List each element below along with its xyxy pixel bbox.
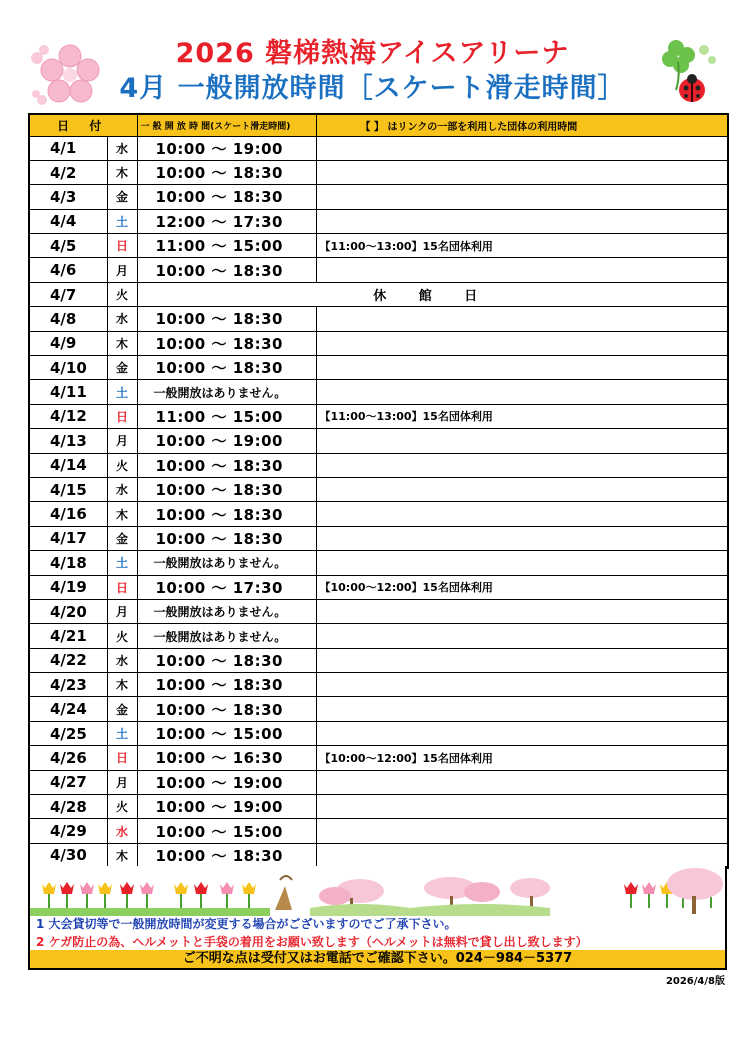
table-row	[29, 526, 728, 550]
cell-group-note	[316, 477, 728, 501]
cell-weekday: 金	[107, 356, 137, 380]
table-row	[29, 795, 728, 819]
table-row	[29, 282, 728, 306]
cell-date: 4/9	[29, 331, 107, 355]
cell-open-hours: 10:00 ～ 18:30	[137, 160, 316, 184]
cell-weekday: 金	[107, 526, 137, 550]
title-facility: 2026 磐梯熱海アイスアリーナ	[175, 38, 570, 69]
cell-date: 4/22	[29, 648, 107, 672]
cell-group-note: 【10:00～12:00】15名団体利用	[316, 575, 728, 599]
cell-date: 4/16	[29, 502, 107, 526]
cell-date: 4/30	[29, 843, 107, 867]
table-row	[29, 770, 728, 794]
cell-weekday: 水	[107, 136, 137, 160]
table-row	[29, 234, 728, 258]
cell-weekday: 土	[107, 209, 137, 233]
cell-date: 4/29	[29, 819, 107, 843]
schedule-table	[28, 113, 729, 869]
cell-date: 4/13	[29, 429, 107, 453]
table-row	[29, 429, 728, 453]
cell-date: 4/10	[29, 356, 107, 380]
cell-open-hours: 10:00 ～ 19:00	[137, 136, 316, 160]
cell-open-hours: 10:00 ～ 18:30	[137, 843, 316, 867]
cell-date: 4/17	[29, 526, 107, 550]
cell-open-hours: 10:00 ～ 19:00	[137, 770, 316, 794]
cell-date: 4/8	[29, 307, 107, 331]
cell-weekday: 火	[107, 282, 137, 306]
cell-open-hours: 一般開放はありません。	[137, 624, 316, 648]
cell-date: 4/12	[29, 404, 107, 428]
cell-group-note	[316, 526, 728, 550]
column-header-note: 【 】 はリンクの一部を利用した団体の利用時間	[316, 114, 728, 136]
cell-open-hours: 10:00 ～ 18:30	[137, 356, 316, 380]
cell-weekday: 木	[107, 160, 137, 184]
cell-weekday: 木	[107, 843, 137, 867]
cell-open-hours: 11:00 ～ 15:00	[137, 234, 316, 258]
cell-open-hours: 10:00 ～ 18:30	[137, 307, 316, 331]
cell-weekday: 金	[107, 697, 137, 721]
cell-open-hours: 10:00 ～ 15:00	[137, 819, 316, 843]
table-row	[29, 673, 728, 697]
cell-open-hours: 10:00 ～ 18:30	[137, 453, 316, 477]
cell-date: 4/5	[29, 234, 107, 258]
notice-schedule-change: 1 大会貸切等で一般開放時間が変更する場合がございますのでご了承下さい。	[36, 917, 457, 931]
version-label: 2026/4/8版	[665, 976, 725, 987]
cell-weekday: 日	[107, 746, 137, 770]
cell-group-note	[316, 307, 728, 331]
cell-weekday: 金	[107, 185, 137, 209]
cherry-tree-icon	[275, 868, 723, 916]
cell-date: 4/11	[29, 380, 107, 404]
cell-weekday: 土	[107, 551, 137, 575]
cell-weekday: 火	[107, 453, 137, 477]
cell-group-note: 【10:00～12:00】15名団体利用	[316, 746, 728, 770]
cell-open-hours: 10:00 ～ 18:30	[137, 648, 316, 672]
cell-group-note: 【11:00～13:00】15名団体利用	[316, 404, 728, 428]
table-row	[29, 356, 728, 380]
footer-panel	[28, 866, 727, 970]
cell-group-note	[316, 599, 728, 623]
cell-date: 4/4	[29, 209, 107, 233]
table-row	[29, 502, 728, 526]
table-row	[29, 307, 728, 331]
cell-group-note	[316, 209, 728, 233]
cell-group-note	[316, 770, 728, 794]
table-row	[29, 136, 728, 160]
cell-group-note	[316, 160, 728, 184]
contact-bar: ご不明な点は受付又はお電話でご確認下さい。024－984－5377	[30, 950, 725, 968]
cell-weekday: 月	[107, 770, 137, 794]
table-row	[29, 624, 728, 648]
cell-open-hours: 10:00 ～ 17:30	[137, 575, 316, 599]
cell-date: 4/1	[29, 136, 107, 160]
cell-group-note	[316, 331, 728, 355]
cell-open-hours: 11:00 ～ 15:00	[137, 404, 316, 428]
table-row	[29, 404, 728, 428]
cell-group-note	[316, 551, 728, 575]
cell-group-note	[316, 356, 728, 380]
cell-open-hours: 10:00 ～ 18:30	[137, 185, 316, 209]
cell-open-hours: 一般開放はありません。	[137, 599, 316, 623]
table-row	[29, 258, 728, 282]
table-header	[29, 114, 728, 136]
cell-weekday: 水	[107, 648, 137, 672]
cell-weekday: 月	[107, 258, 137, 282]
cell-weekday: 日	[107, 234, 137, 258]
cell-date: 4/24	[29, 697, 107, 721]
cell-open-hours: 10:00 ～ 18:30	[137, 258, 316, 282]
cell-weekday: 火	[107, 795, 137, 819]
tulip-icon	[30, 866, 725, 916]
table-row	[29, 453, 728, 477]
cell-open-hours: 10:00 ～ 18:30	[137, 502, 316, 526]
cell-weekday: 木	[107, 502, 137, 526]
cell-date: 4/27	[29, 770, 107, 794]
cell-date: 4/28	[29, 795, 107, 819]
cell-date: 4/7	[29, 282, 107, 306]
table-row	[29, 648, 728, 672]
cell-group-note	[316, 648, 728, 672]
cell-open-hours: 10:00 ～ 15:00	[137, 721, 316, 745]
cell-weekday: 土	[107, 380, 137, 404]
table-row	[29, 380, 728, 404]
cell-weekday: 水	[107, 819, 137, 843]
cell-open-hours: 10:00 ～ 18:30	[137, 697, 316, 721]
table-row	[29, 160, 728, 184]
cell-weekday: 水	[107, 477, 137, 501]
cell-group-note	[316, 258, 728, 282]
cell-weekday: 土	[107, 721, 137, 745]
cell-weekday: 水	[107, 307, 137, 331]
cell-date: 4/6	[29, 258, 107, 282]
cell-date: 4/2	[29, 160, 107, 184]
cell-open-hours: 12:00 ～ 17:30	[137, 209, 316, 233]
table-row	[29, 697, 728, 721]
cell-group-note	[316, 624, 728, 648]
table-row	[29, 819, 728, 843]
table-row	[29, 575, 728, 599]
cell-weekday: 木	[107, 673, 137, 697]
cell-open-hours: 10:00 ～ 16:30	[137, 746, 316, 770]
table-row	[29, 599, 728, 623]
table-row	[29, 721, 728, 745]
cell-open-hours: 一般開放はありません。	[137, 551, 316, 575]
cell-date: 4/21	[29, 624, 107, 648]
cell-date: 4/26	[29, 746, 107, 770]
cell-closed: 休 館 日	[137, 282, 728, 306]
cell-weekday: 日	[107, 404, 137, 428]
table-row	[29, 551, 728, 575]
cell-date: 4/18	[29, 551, 107, 575]
cell-group-note	[316, 697, 728, 721]
cell-open-hours: 10:00 ～ 18:30	[137, 331, 316, 355]
table-row	[29, 477, 728, 501]
table-row	[29, 746, 728, 770]
column-header-date: 日 付	[29, 114, 137, 136]
table-row	[29, 843, 728, 867]
cell-date: 4/14	[29, 453, 107, 477]
cell-open-hours: 10:00 ～ 19:00	[137, 429, 316, 453]
cell-weekday: 日	[107, 575, 137, 599]
table-row	[29, 185, 728, 209]
cell-weekday: 火	[107, 624, 137, 648]
column-header-time: 一 般 開 放 時 間(スケート滑走時間)	[137, 114, 316, 136]
notice-helmet-gloves: 2 ケガ防止の為、ヘルメットと手袋の着用をお願い致します（ヘルメットは無料で貸し出し致します）	[36, 935, 588, 949]
cell-weekday: 月	[107, 599, 137, 623]
cell-group-note	[316, 673, 728, 697]
cell-open-hours: 10:00 ～ 19:00	[137, 795, 316, 819]
cell-weekday: 木	[107, 331, 137, 355]
cell-group-note	[316, 453, 728, 477]
cell-date: 4/25	[29, 721, 107, 745]
cell-group-note	[316, 136, 728, 160]
cell-group-note	[316, 795, 728, 819]
cell-open-hours: 10:00 ～ 18:30	[137, 673, 316, 697]
cell-group-note: 【11:00～13:00】15名団体利用	[316, 234, 728, 258]
cell-group-note	[316, 380, 728, 404]
cell-date: 4/15	[29, 477, 107, 501]
cell-group-note	[316, 429, 728, 453]
cell-open-hours: 10:00 ～ 18:30	[137, 526, 316, 550]
cell-open-hours: 10:00 ～ 18:30	[137, 477, 316, 501]
cell-date: 4/19	[29, 575, 107, 599]
cell-group-note	[316, 185, 728, 209]
cell-date: 4/20	[29, 599, 107, 623]
cell-date: 4/3	[29, 185, 107, 209]
cell-open-hours: 一般開放はありません。	[137, 380, 316, 404]
cell-weekday: 月	[107, 429, 137, 453]
cell-group-note	[316, 819, 728, 843]
cell-group-note	[316, 502, 728, 526]
table-row	[29, 209, 728, 233]
title-schedule: 4月 一般開放時間［スケート滑走時間］	[119, 73, 626, 104]
cell-group-note	[316, 843, 728, 867]
table-row	[29, 331, 728, 355]
cell-date: 4/23	[29, 673, 107, 697]
cell-group-note	[316, 721, 728, 745]
